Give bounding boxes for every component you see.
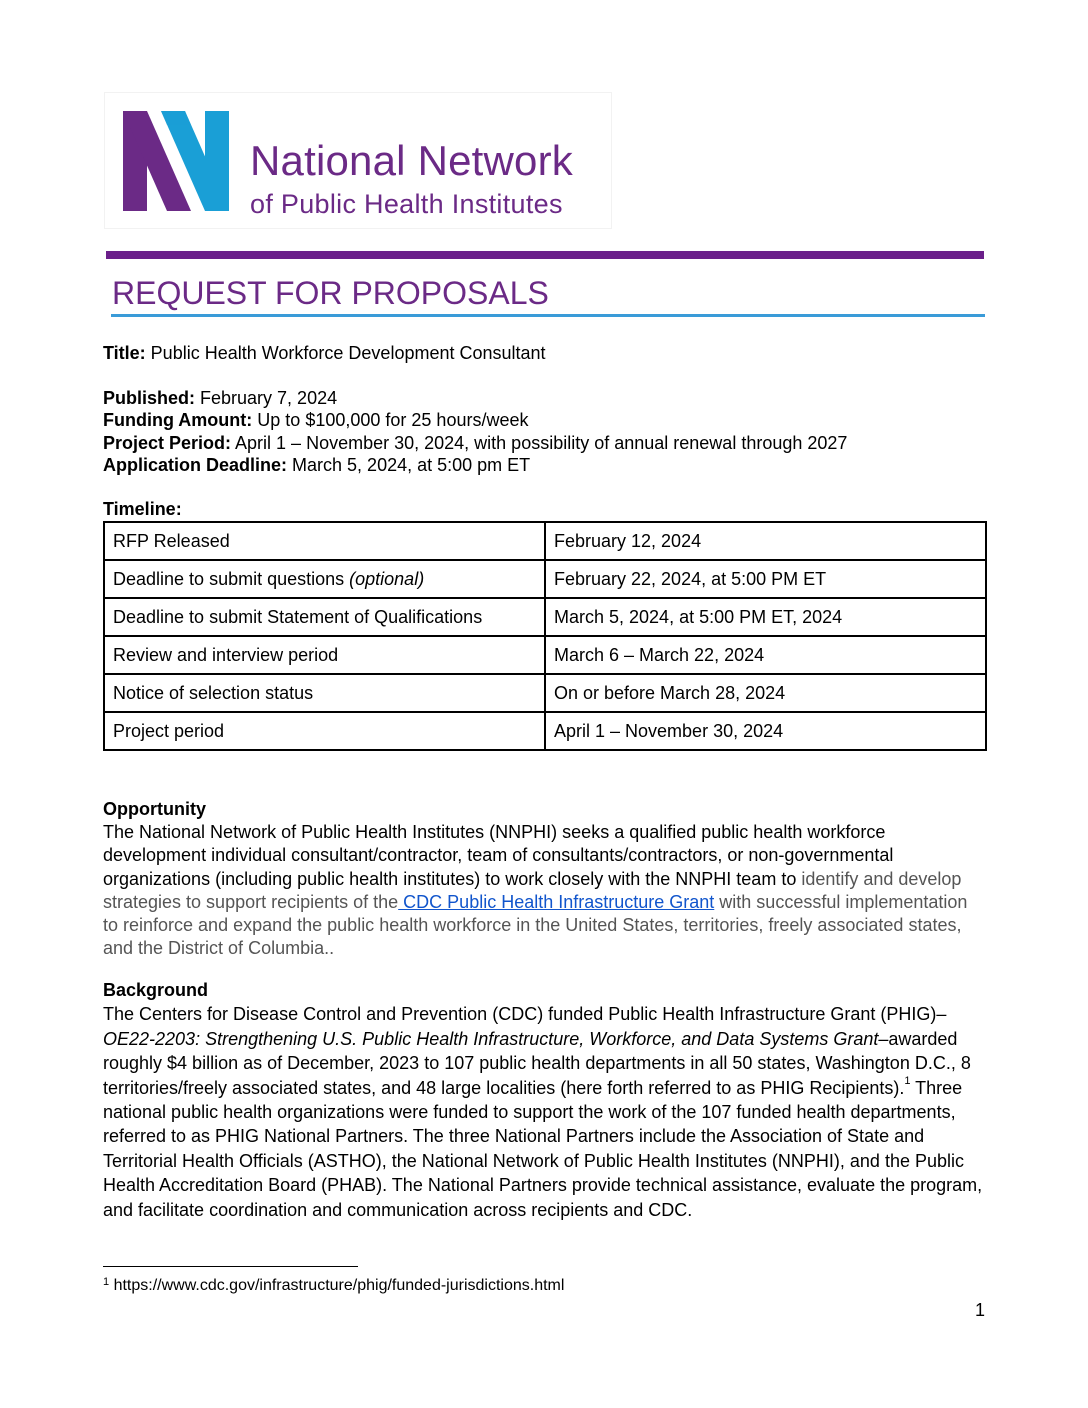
background-section [103, 978, 987, 1222]
funding-value: Up to $100,000 for 25 hours/week [252, 410, 529, 430]
table-cell-event [104, 636, 545, 674]
opportunity-section [103, 798, 987, 960]
timeline-heading-text: Timeline: [103, 499, 182, 519]
event-note: (optional) [349, 568, 425, 589]
application-deadline-value: March 5, 2024, at 5:00 pm ET [287, 455, 531, 475]
table-cell-date: On or before March 28, 2024 [545, 674, 986, 712]
footnote-mark: 1 [103, 1276, 110, 1288]
nnphi-logo [104, 92, 612, 229]
table-cell-event [104, 712, 545, 750]
logo-name-line1: National Network [250, 137, 573, 184]
published-label: Published: [103, 388, 196, 408]
event-text: Review and interview period [113, 644, 339, 665]
title-line [103, 342, 546, 365]
table-row [104, 712, 986, 750]
opportunity-text-gray: identify and develop strategies to support recipients of the [103, 868, 962, 912]
table-cell-event [104, 674, 545, 712]
project-period-value: April 1 – November 30, 2024, with possibility of annual renewal through 2027 [231, 433, 848, 453]
footnote-url[interactable]: https://www.cdc.gov/infrastructure/phig/funded-jurisdictions.html [109, 1277, 565, 1294]
table-cell-event [104, 598, 545, 636]
nnphi-logo-mark-icon [119, 107, 229, 215]
opportunity-text-gray-end: with successful implementation to reinforce and expand the public health workforce in the United States, territories, freely associated states, and the District of Columbia.. [103, 891, 968, 959]
timeline-heading [103, 498, 182, 521]
timeline-table [103, 521, 987, 751]
project-period-line [103, 432, 847, 455]
page-number: 1 [975, 1300, 986, 1320]
table-cell-event [104, 522, 545, 560]
opportunity-text: The National Network of Public Health Institutes (NNPHI) seeks a qualified public health workforce development individual consultant/contractor, team of consultants/contractors, or non-governmental organizations (including public health institutes) to work closely with the NNPHI team to [103, 822, 894, 889]
table-row [104, 636, 986, 674]
table-cell-event [104, 560, 545, 598]
event-text: Project period [113, 720, 225, 741]
footnote-reference[interactable]: 1 [904, 1074, 911, 1087]
background-text: The Centers for Disease Control and Prevention (CDC) funded Public Health Infrastructure Grant (PHIG)– [103, 1004, 947, 1025]
table-cell-date: March 5, 2024, at 5:00 PM ET, 2024 [545, 598, 986, 636]
event-text: RFP Released [113, 530, 230, 551]
table-row [104, 560, 986, 598]
phig-grant-link[interactable]: CDC Public Health Infrastructure Grant [398, 891, 715, 912]
title-label: Title: [103, 343, 146, 363]
opportunity-heading: Opportunity [103, 799, 206, 819]
footnote-divider [103, 1266, 358, 1267]
table-cell-date: April 1 – November 30, 2024 [545, 712, 986, 750]
application-deadline-line [103, 454, 530, 477]
event-text: Notice of selection status [113, 682, 314, 703]
table-row [104, 674, 986, 712]
page-title: REQUEST FOR PROPOSALS [112, 275, 549, 311]
table-cell-date: March 6 – March 22, 2024 [545, 636, 986, 674]
header-divider [106, 251, 984, 259]
published-value: February 7, 2024 [195, 388, 338, 408]
title-underline [111, 314, 985, 317]
table-cell-date: February 22, 2024, at 5:00 PM ET [545, 560, 986, 598]
background-text-end: Three national public health organizations were funded to support the work of the 107 funded health departments, referred to as PHIG National Partners. The three National Partners include the Association of State and Territorial Health Officials (ASTHO), the National Network of Public Health Institutes (NNPHI), and the Public Health Accreditation Board (PHAB). The National Partners provide technical assistance, evaluate the program, and facilitate coordination and communication across recipients and CDC. [103, 1077, 983, 1220]
background-text-cont: –awarded roughly $4 billion as of December, 2023 to 107 public health departments in all 50 states, Washington D.C., 8 territories/freely associated states, and 48 large localities (here forth referred to as PHIG Recipients). [103, 1028, 971, 1098]
logo-name-line2: of Public Health Institutes [250, 189, 563, 219]
background-heading: Background [103, 980, 209, 1000]
footnote [103, 1277, 564, 1295]
title-value: Public Health Workforce Development Consultant [145, 343, 546, 363]
table-row [104, 522, 986, 560]
table-row [104, 598, 986, 636]
funding-line [103, 409, 528, 432]
background-grant-name: OE22-2203: Strengthening U.S. Public Health Infrastructure, Workforce, and Data Systems Grant [103, 1028, 879, 1049]
project-period-label: Project Period: [103, 433, 232, 453]
table-cell-date: February 12, 2024 [545, 522, 986, 560]
event-text: Deadline to submit questions [113, 568, 350, 589]
event-text: Deadline to submit Statement of Qualifications [113, 606, 483, 627]
funding-label: Funding Amount: [103, 410, 253, 430]
application-deadline-label: Application Deadline: [103, 455, 288, 475]
published-line [103, 387, 337, 410]
